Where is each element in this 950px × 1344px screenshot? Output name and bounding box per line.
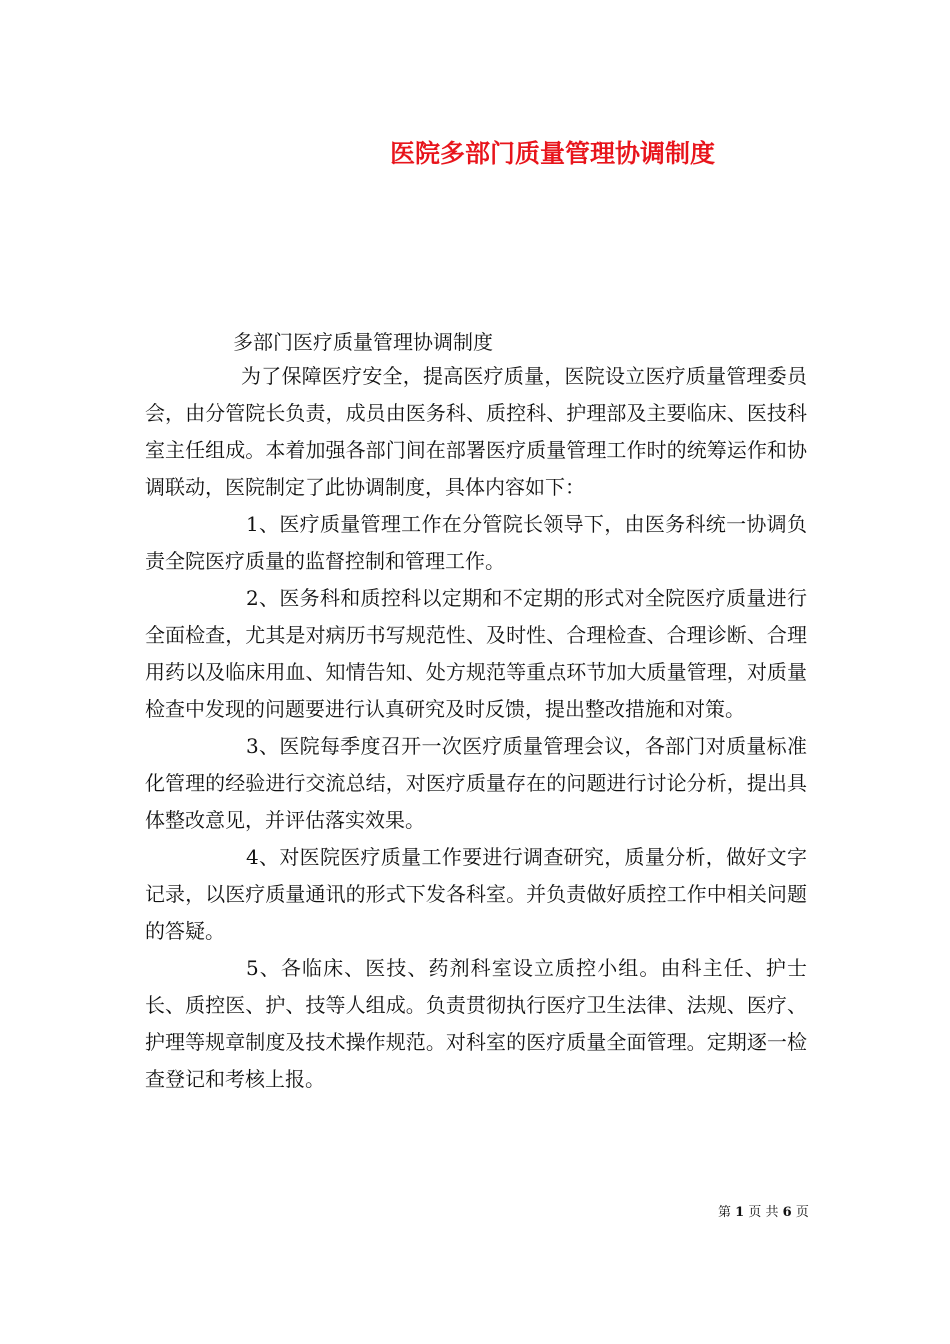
- list-item: 4、对医院医疗质量工作要进行调查研究，质量分析，做好文字记录，以医疗质量通讯的形式下发各科室。并负责做好质控工作中相关问题的答疑。: [145, 845, 807, 943]
- total-page-count: 6: [782, 1205, 792, 1220]
- page-number-footer: [718, 1201, 809, 1220]
- footer-prefix: 第: [718, 1205, 732, 1220]
- document-body: [145, 358, 807, 1098]
- list-item: 5、各临床、医技、药剂科室设立质控小组。由科主任、护士长、质控医、护、技等人组成。负责贯彻执行医疗卫生法律、法规、医疗、护理等规章制度及技术操作规范。对科室的医疗质量全面管理。定期逐一检查登记和考核上报。: [145, 956, 807, 1091]
- list-item: 1、医疗质量管理工作在分管院长领导下，由医务科统一协调负责全院医疗质量的监督控制和管理工作。: [145, 512, 807, 573]
- footer-middle: 页 共: [748, 1205, 779, 1220]
- list-item: 2、医务科和质控科以定期和不定期的形式对全院医疗质量进行全面检查，尤其是对病历书写规范性、及时性、合理检查、合理诊断、合理用药以及临床用血、知情告知、处方规范等重点环节加大质量管理，对质量检查中发现的问题要进行认真研究及时反馈，提出整改措施和对策。: [145, 586, 807, 721]
- current-page-number: 1: [735, 1205, 745, 1220]
- footer-suffix: 页: [795, 1205, 809, 1220]
- document-subtitle: 多部门医疗质量管理协调制度: [233, 330, 493, 354]
- intro-paragraph: 为了保障医疗安全，提高医疗质量，医院设立医疗质量管理委员会，由分管院长负责，成员由医务科、质控科、护理部及主要临床、医技科室主任组成。本着加强各部门间在部署医疗质量管理工作时的统筹运作和协调联动，医院制定了此协调制度，具体内容如下：: [145, 364, 807, 499]
- list-item: 3、医院每季度召开一次医疗质量管理会议，各部门对质量标准化管理的经验进行交流总结，对医疗质量存在的问题进行讨论分析，提出具体整改意见，并评估落实效果。: [145, 734, 807, 832]
- page-title: 医院多部门质量管理协调制度: [390, 139, 716, 168]
